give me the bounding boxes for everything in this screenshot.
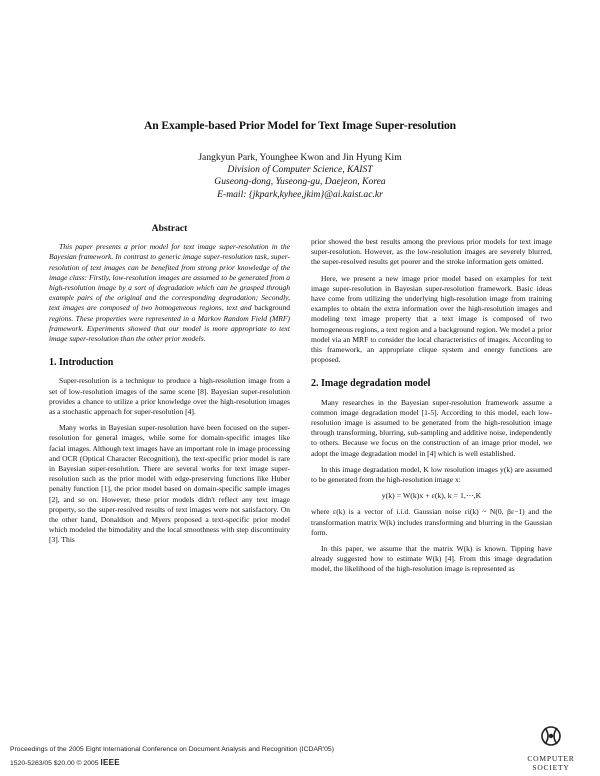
degradation-equation: y(k) = W(k)x + ε(k), k = 1,⋯,K xyxy=(381,491,482,501)
left-column xyxy=(49,224,290,546)
intro-heading: 1. Introduction xyxy=(49,357,114,369)
intro-paragraph-1: Super-resolution is a technique to produce a high-resolution image from a set of low-resolution images of the same scene [8]. Bayesian super-resolution provides a chance to utilize a prior knowledge over the high-resolution images as a stochastic approach for super-resolution [4]. xyxy=(49,376,290,417)
degradation-heading: 2. Image degradation model xyxy=(311,378,431,390)
footer-proceedings: Proceedings of the 2005 Eight International Conference on Document Analysis and Recognition (ICDAR'05) xyxy=(10,746,334,753)
abstract-heading: Abstract xyxy=(151,223,188,234)
degradation-paragraph-4: In this paper, we assume that the matrix W(k) is known. Tipping have already suggested how to estimate W(k) [4]. From this image degradation model, the likelihood of the high-resolution image is represented as xyxy=(311,544,552,574)
author-email: E-mail: {jkpark,kyhee,jkim}@ai.kaist.ac.kr xyxy=(217,188,383,200)
intro-paragraph-2: Many works in Bayesian super-resolution have been focused on the super-resolution for general images, while some for domain-specific images like facial images. Although text images have an important role in image processing and OCR (Optical Character Recognition), the text-specific prior model is rare in Bayesian super-resolution. There are several works for text image super-resolution such as the prior model with edge-preserving functions like Huber penalty function [1], the prior model based on domain-specific sample images [2], and so on. However, these prior models didn't reflect any text image property, so the super-resolved results of text images were not satisfactory. On the other hand, Donaldson and Myers proposed a text-specific prior model which modeled the bimodality and the local smoothness with step discontinuity [3]. This xyxy=(49,423,290,545)
degradation-paragraph-3: where ε(k) is a vector of i.i.d. Gaussian noise εi(k) ~ N(0, βε−1) and the transformation matrix W(k) includes transforming and blurring in the Gaussian form. xyxy=(311,507,552,537)
computer-society-label: COMPUTER SOCIETY xyxy=(527,754,575,772)
intro-paragraph-3: prior showed the best results among the previous prior models for text image super-resolution. However, as the low-resolution images are severely blurred, the super-resolved results get poorer and the stroke information gets omitted. xyxy=(311,237,552,267)
paper-title: An Example-based Prior Model for Text Image Super-resolution xyxy=(143,119,457,132)
abstract-text xyxy=(49,242,290,344)
author-address: Guseong-dong, Yuseong-gu, Daejeon, Korea xyxy=(214,176,386,188)
author-division: Division of Computer Science, KAIST xyxy=(227,164,373,176)
author-block xyxy=(100,152,500,201)
author-names: Jangkyun Park, Younghee Kwon and Jin Hyung Kim xyxy=(198,152,402,163)
right-column xyxy=(311,237,552,575)
footer-issn: 1520-5263/05 $20.00 © 2005 xyxy=(10,760,99,767)
footer-copyright xyxy=(10,756,334,770)
ieee-logo-text: IEEE xyxy=(100,758,120,767)
abstract-text-part2: regions. These properties were represented in a Markov Random Field (MRF) framework. Experiments showed that our model is more appropriate to text image super-resolution than the other prior models. xyxy=(49,313,290,344)
abstract-text-part1: This paper presents a prior model for text image super-resolution in the Bayesian framework. In contrast to generic image super-resolution task, super-resolution of text images can be benefited from strong prior knowledge of the image class: Firstly, low-resolution images are assumed to be generated from a high-resolution image by a sort of degradation which can be grasped through example pairs of the original and the corresponding degradation; Secondly, text images are composed of two homogeneous regions, text and xyxy=(49,242,290,313)
footer xyxy=(10,743,334,770)
degradation-paragraph-1: Many researches in the Bayesian super-resolution framework assume a common image degradation model [1-5]. According to this model, each low-resolution image is assumed to be generated from the high-resolution image through transforming, blurring, sub-sampling and additive noise, independently to others. Because we focus on the construction of an image prior model, we adopt the image degradation model in [4] which is well established. xyxy=(311,397,552,458)
abstract-text-roman: background xyxy=(254,303,290,313)
degradation-paragraph-2: In this image degradation model, K low resolution images y(k) are assumed to be generated from the high-resolution image x: xyxy=(311,464,552,485)
intro-paragraph-4: Here, we present a new image prior model based on examples for text image super-resolution in Bayesian super-resolution framework. Basic ideas have come from utilizing the underlying high-resolution image from training examples to obtain the extra information over the high-resolution images and modeling text image property that a text image is composed of two homogeneous regions, a text region and a background region. We model a prior model via an MRF to consider the local characteristics of images. According to this framework, an appropriate clique system and energy functions are proposed. xyxy=(311,273,552,365)
